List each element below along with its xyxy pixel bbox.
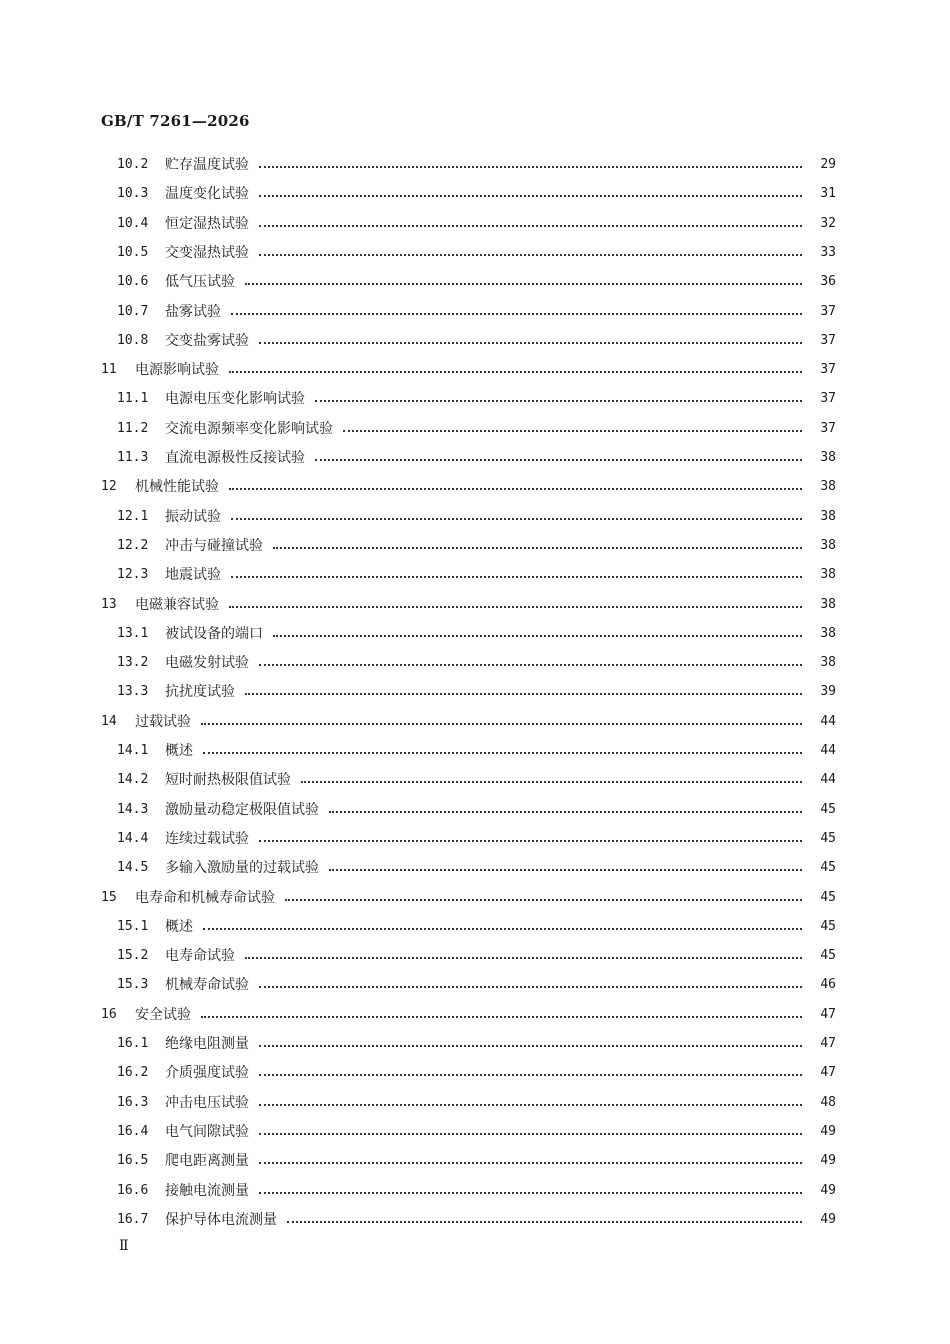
toc-section-entry[interactable] <box>117 797 836 821</box>
toc-entry-number: 12 <box>101 478 117 494</box>
toc-entry-page-number: 38 <box>820 537 836 553</box>
toc-entry-page-number: 37 <box>820 390 836 406</box>
toc-dot-leader <box>315 459 802 461</box>
toc-entry-title: 概述 <box>165 743 193 759</box>
toc-entry-title: 振动试验 <box>165 509 221 525</box>
toc-entry-title: 绝缘电阻测量 <box>165 1036 249 1052</box>
toc-section-entry[interactable] <box>117 269 836 293</box>
toc-entry-page-number: 45 <box>820 859 836 875</box>
toc-entry-number: 16.6 <box>117 1182 149 1198</box>
toc-entry-page-number: 47 <box>820 1035 836 1051</box>
toc-entry-page-number: 36 <box>820 273 836 289</box>
toc-entry-title: 低气压试验 <box>165 274 235 290</box>
toc-section-entry[interactable] <box>117 1119 836 1143</box>
toc-entry-page-number: 38 <box>820 478 836 494</box>
toc-dot-leader <box>259 166 802 168</box>
toc-entry-number: 11.1 <box>117 390 149 406</box>
toc-dot-leader <box>201 1016 802 1018</box>
toc-dot-leader <box>229 488 802 490</box>
toc-entry-title: 盐雾试验 <box>165 304 221 320</box>
toc-entry-page-number: 37 <box>820 332 836 348</box>
toc-dot-leader <box>259 195 802 197</box>
toc-entry-number: 11.3 <box>117 449 149 465</box>
toc-entry-number: 14.2 <box>117 771 149 787</box>
toc-entry-page-number: 32 <box>820 215 836 231</box>
toc-entry-page-number: 44 <box>820 713 836 729</box>
toc-entry-page-number: 37 <box>820 420 836 436</box>
toc-dot-leader <box>203 752 802 754</box>
toc-entry-number: 13 <box>101 596 117 612</box>
toc-section-entry[interactable] <box>117 152 836 176</box>
toc-section-entry[interactable] <box>117 181 836 205</box>
toc-section-entry[interactable] <box>117 679 836 703</box>
toc-entry-page-number: 49 <box>820 1152 836 1168</box>
toc-entry-page-number: 38 <box>820 449 836 465</box>
toc-chapter-entry[interactable] <box>101 357 836 381</box>
toc-entry-number: 14.1 <box>117 742 149 758</box>
toc-entry-title: 电源电压变化影响试验 <box>165 391 305 407</box>
toc-entry-title: 安全试验 <box>135 1007 191 1023</box>
toc-section-entry[interactable] <box>117 445 836 469</box>
toc-section-entry[interactable] <box>117 1060 836 1084</box>
toc-section-entry[interactable] <box>117 328 836 352</box>
toc-entry-number: 14.5 <box>117 859 149 875</box>
toc-entry-page-number: 49 <box>820 1182 836 1198</box>
toc-entry-title: 介质强度试验 <box>165 1065 249 1081</box>
toc-entry-page-number: 49 <box>820 1211 836 1227</box>
toc-section-entry[interactable] <box>117 533 836 557</box>
toc-section-entry[interactable] <box>117 562 836 586</box>
toc-chapter-entry[interactable] <box>101 1002 836 1026</box>
toc-dot-leader <box>329 811 802 813</box>
toc-entry-title: 冲击电压试验 <box>165 1095 249 1111</box>
toc-entry-title: 恒定湿热试验 <box>165 216 249 232</box>
toc-dot-leader <box>259 254 802 256</box>
toc-entry-title: 交流电源频率变化影响试验 <box>165 421 333 437</box>
toc-entry-number: 12.3 <box>117 566 149 582</box>
toc-chapter-entry[interactable] <box>101 709 836 733</box>
toc-section-entry[interactable] <box>117 299 836 323</box>
toc-dot-leader <box>245 957 802 959</box>
toc-entry-page-number: 44 <box>820 742 836 758</box>
toc-entry-title: 电寿命和机械寿命试验 <box>135 890 275 906</box>
toc-entry-number: 15 <box>101 889 117 905</box>
toc-chapter-entry[interactable] <box>101 592 836 616</box>
toc-entry-title: 冲击与碰撞试验 <box>165 538 263 554</box>
toc-entry-title: 机械性能试验 <box>135 479 219 495</box>
toc-entry-page-number: 45 <box>820 918 836 934</box>
toc-entry-title: 电寿命试验 <box>165 948 235 964</box>
toc-dot-leader <box>259 1104 802 1106</box>
toc-entry-title: 贮存温度试验 <box>165 157 249 173</box>
toc-dot-leader <box>245 283 802 285</box>
toc-dot-leader <box>343 430 802 432</box>
toc-section-entry[interactable] <box>117 240 836 264</box>
toc-dot-leader <box>259 1162 802 1164</box>
toc-entry-page-number: 39 <box>820 683 836 699</box>
toc-entry-number: 14.4 <box>117 830 149 846</box>
toc-dot-leader <box>273 547 802 549</box>
toc-entry-page-number: 45 <box>820 889 836 905</box>
toc-section-entry[interactable] <box>117 855 836 879</box>
toc-dot-leader <box>259 664 802 666</box>
toc-chapter-entry[interactable] <box>101 474 836 498</box>
toc-entry-page-number: 33 <box>820 244 836 260</box>
toc-entry-title: 短时耐热极限值试验 <box>165 772 291 788</box>
toc-entry-title: 电气间隙试验 <box>165 1124 249 1140</box>
toc-entry-page-number: 38 <box>820 654 836 670</box>
standard-code-header: GB/T 7261—2026 <box>101 112 250 130</box>
toc-entry-title: 激励量动稳定极限值试验 <box>165 802 319 818</box>
toc-entry-page-number: 47 <box>820 1006 836 1022</box>
toc-section-entry[interactable] <box>117 416 836 440</box>
toc-entry-title: 机械寿命试验 <box>165 977 249 993</box>
toc-section-entry[interactable] <box>117 621 836 645</box>
toc-section-entry[interactable] <box>117 650 836 674</box>
toc-section-entry[interactable] <box>117 211 836 235</box>
toc-dot-leader <box>329 869 802 871</box>
toc-entry-page-number: 47 <box>820 1064 836 1080</box>
toc-entry-title: 电磁发射试验 <box>165 655 249 671</box>
toc-entry-title: 保护导体电流测量 <box>165 1212 277 1228</box>
toc-entry-number: 16.4 <box>117 1123 149 1139</box>
toc-entry-title: 抗扰度试验 <box>165 684 235 700</box>
toc-entry-number: 16.7 <box>117 1211 149 1227</box>
toc-entry-number: 15.3 <box>117 976 149 992</box>
toc-dot-leader <box>229 371 802 373</box>
toc-dot-leader <box>259 986 802 988</box>
toc-entry-page-number: 38 <box>820 625 836 641</box>
toc-entry-number: 10.7 <box>117 303 149 319</box>
toc-entry-number: 11 <box>101 361 117 377</box>
toc-entry-number: 16.1 <box>117 1035 149 1051</box>
toc-entry-title: 直流电源极性反接试验 <box>165 450 305 466</box>
toc-dot-leader <box>201 723 802 725</box>
toc-entry-number: 14 <box>101 713 117 729</box>
toc-entry-title: 爬电距离测量 <box>165 1153 249 1169</box>
toc-entry-page-number: 37 <box>820 361 836 377</box>
toc-dot-leader <box>285 899 802 901</box>
toc-entry-number: 10.6 <box>117 273 149 289</box>
toc-entry-title: 接触电流测量 <box>165 1183 249 1199</box>
toc-entry-title: 温度变化试验 <box>165 186 249 202</box>
toc-entry-page-number: 45 <box>820 947 836 963</box>
toc-section-entry[interactable] <box>117 1090 836 1114</box>
toc-entry-title: 交变盐雾试验 <box>165 333 249 349</box>
toc-entry-page-number: 38 <box>820 566 836 582</box>
toc-entry-page-number: 45 <box>820 801 836 817</box>
toc-entry-number: 16.3 <box>117 1094 149 1110</box>
toc-section-entry[interactable] <box>117 972 836 996</box>
toc-entry-title: 过载试验 <box>135 714 191 730</box>
toc-dot-leader <box>259 225 802 227</box>
toc-entry-number: 12.2 <box>117 537 149 553</box>
page-number-footer: Ⅱ <box>119 1238 129 1254</box>
toc-entry-number: 10.2 <box>117 156 149 172</box>
toc-entry-number: 12.1 <box>117 508 149 524</box>
toc-entry-number: 13.2 <box>117 654 149 670</box>
toc-entry-number: 13.1 <box>117 625 149 641</box>
toc-entry-page-number: 46 <box>820 976 836 992</box>
toc-entry-number: 10.3 <box>117 185 149 201</box>
toc-entry-page-number: 31 <box>820 185 836 201</box>
toc-entry-title: 概述 <box>165 919 193 935</box>
toc-entry-page-number: 48 <box>820 1094 836 1110</box>
toc-section-entry[interactable] <box>117 1178 836 1202</box>
toc-section-entry[interactable] <box>117 943 836 967</box>
toc-dot-leader <box>287 1221 802 1223</box>
toc-entry-title: 多输入激励量的过载试验 <box>165 860 319 876</box>
toc-dot-leader <box>259 342 802 344</box>
toc-entry-number: 16.2 <box>117 1064 149 1080</box>
toc-section-entry[interactable] <box>117 738 836 762</box>
toc-entry-page-number: 44 <box>820 771 836 787</box>
toc-dot-leader <box>259 1192 802 1194</box>
toc-entry-number: 11.2 <box>117 420 149 436</box>
toc-section-entry[interactable] <box>117 826 836 850</box>
toc-section-entry[interactable] <box>117 1148 836 1172</box>
toc-entry-number: 13.3 <box>117 683 149 699</box>
toc-entry-number: 16 <box>101 1006 117 1022</box>
toc-dot-leader <box>259 840 802 842</box>
toc-entry-page-number: 38 <box>820 596 836 612</box>
toc-section-entry[interactable] <box>117 386 836 410</box>
toc-entry-title: 连续过载试验 <box>165 831 249 847</box>
toc-dot-leader <box>245 693 802 695</box>
toc-entry-page-number: 37 <box>820 303 836 319</box>
toc-entry-number: 10.4 <box>117 215 149 231</box>
toc-dot-leader <box>259 1133 802 1135</box>
toc-entry-title: 电源影响试验 <box>135 362 219 378</box>
toc-entry-number: 14.3 <box>117 801 149 817</box>
toc-dot-leader <box>315 400 802 402</box>
toc-dot-leader <box>231 576 802 578</box>
toc-entry-title: 交变湿热试验 <box>165 245 249 261</box>
toc-dot-leader <box>231 518 802 520</box>
toc-entry-title: 地震试验 <box>165 567 221 583</box>
toc-entry-page-number: 29 <box>820 156 836 172</box>
toc-dot-leader <box>203 928 802 930</box>
toc-dot-leader <box>301 781 802 783</box>
toc-entry-number: 15.2 <box>117 947 149 963</box>
toc-section-entry[interactable] <box>117 1207 836 1231</box>
toc-section-entry[interactable] <box>117 504 836 528</box>
toc-section-entry[interactable] <box>117 1031 836 1055</box>
toc-dot-leader <box>273 635 802 637</box>
toc-dot-leader <box>259 1074 802 1076</box>
toc-dot-leader <box>231 313 802 315</box>
toc-entry-title: 被试设备的端口 <box>165 626 263 642</box>
toc-entry-number: 10.5 <box>117 244 149 260</box>
toc-entry-page-number: 49 <box>820 1123 836 1139</box>
toc-section-entry[interactable] <box>117 914 836 938</box>
toc-chapter-entry[interactable] <box>101 885 836 909</box>
toc-section-entry[interactable] <box>117 767 836 791</box>
toc-entry-number: 15.1 <box>117 918 149 934</box>
toc-dot-leader <box>259 1045 802 1047</box>
toc-entry-number: 16.5 <box>117 1152 149 1168</box>
toc-entry-title: 电磁兼容试验 <box>135 597 219 613</box>
toc-entry-page-number: 45 <box>820 830 836 846</box>
toc-dot-leader <box>229 606 802 608</box>
toc-entry-number: 10.8 <box>117 332 149 348</box>
toc-entry-page-number: 38 <box>820 508 836 524</box>
